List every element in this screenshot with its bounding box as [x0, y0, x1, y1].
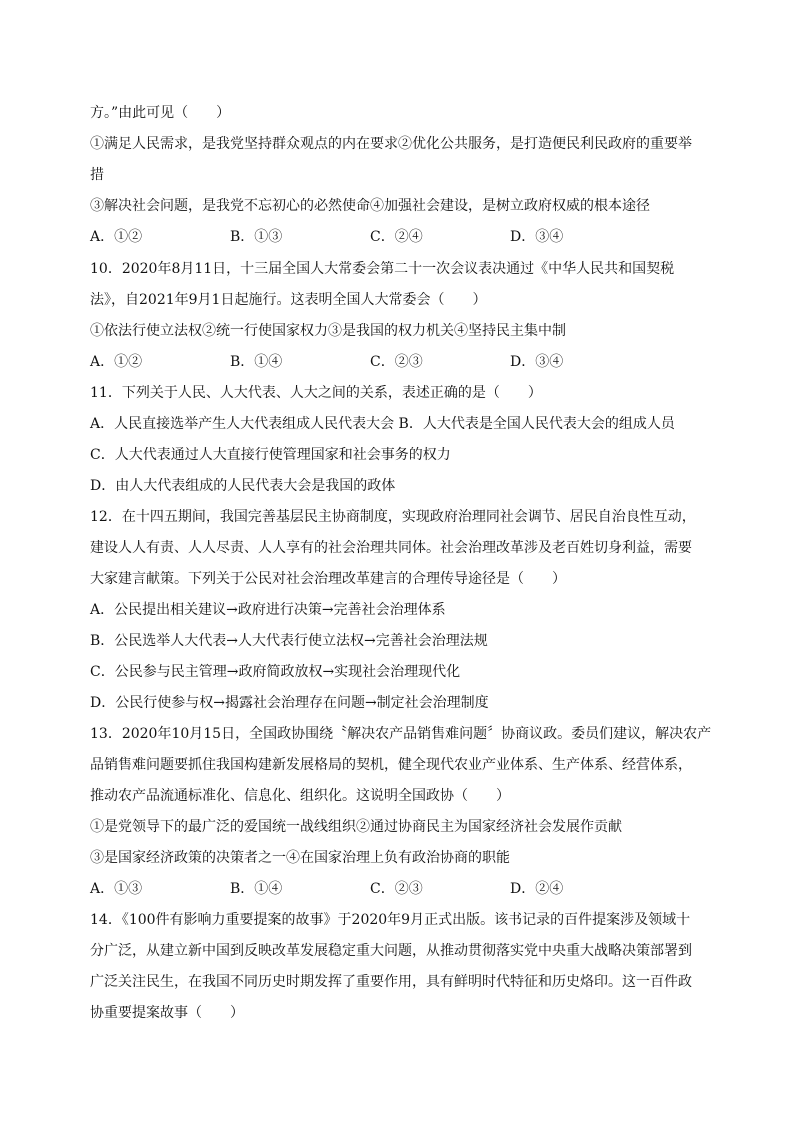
q10-statements: ①依法行使立法权②统一行使国家权力③是我国的权力机关④坚持民主集中制	[90, 323, 566, 339]
q13-statement-2: ③是国家经济政策的决策者之一④在国家治理上负有政治协商的职能	[90, 850, 510, 866]
q10-option-d[interactable]: D．③④	[510, 354, 564, 370]
q13-stem-line-1: 13．2020年10月15日，全国政协围绕〝解决农产品销售难问题〞协商议政。委员们建议，解决农产	[90, 726, 712, 742]
q14-stem-line-1: 14．《100件有影响力重要提案的故事》于2020年9月正式出版。该书记录的百件提案涉及领域十	[90, 912, 691, 928]
q12-option-c[interactable]: C．公民参与民主管理→政府简政放权→实现社会治理现代化	[90, 664, 461, 680]
q13-options	[90, 880, 710, 898]
q10-option-b[interactable]: B．①④	[230, 354, 283, 370]
q9-option-a[interactable]: A．①②	[90, 229, 143, 245]
q9-statement-1: ①满足人民需求，是我党坚持群众观点的内在要求②优化公共服务，是打造便民利民政府的重要举	[90, 136, 692, 152]
q11-option-d[interactable]: D．由人大代表组成的人民代表大会是我国的政体	[90, 478, 396, 494]
q9-statement-2: ③解决社会问题，是我党不忘初心的必然使命④加强社会建设，是树立政府权威的根本途径	[90, 198, 650, 214]
q11-stem: 11．下列关于人民、人大代表、人大之间的关系，表述正确的是（ ）	[90, 385, 542, 401]
q10-option-c[interactable]: C．②③	[370, 354, 423, 370]
q10-options	[90, 353, 710, 371]
q12-option-b[interactable]: B．公民选举人大代表→人大代表行使立法权→完善社会治理法规	[90, 633, 488, 649]
q9-options	[90, 228, 710, 246]
q9-statement-1-cont: 措	[90, 167, 104, 183]
q13-option-c[interactable]: C．②③	[370, 881, 423, 897]
q13-option-b[interactable]: B．①④	[230, 881, 283, 897]
q9-option-c[interactable]: C．②④	[370, 229, 423, 245]
q9-option-d[interactable]: D．③④	[510, 229, 564, 245]
q9-option-b[interactable]: B．①③	[230, 229, 283, 245]
q10-stem-line-2: 法》，自2021年9月1日起施行。这表明全国人大常委会（ ）	[90, 292, 487, 308]
q14-stem-line-4: 协重要提案故事（ ）	[90, 1005, 244, 1021]
q12-stem-line-1: 12．在十四五期间，我国完善基层民主协商制度，实现政府治理同社会调节、居民自治良性互动，	[90, 509, 696, 525]
q11-option-c[interactable]: C．人大代表通过人大直接行使管理国家和社会事务的权力	[90, 447, 451, 463]
q13-option-d[interactable]: D．②④	[510, 881, 564, 897]
q12-stem-line-2: 建设人人有责、人人尽责、人人享有的社会治理共同体。社会治理改革涉及老百姓切身利益，需要	[90, 540, 692, 556]
q13-stem-line-2: 品销售难问题要抓住我国构建新发展格局的契机，健全现代农业产业体系、生产体系、经营体系，	[90, 757, 692, 773]
q12-stem-line-3: 大家建言献策。下列关于公民对社会治理改革建言的合理传导途径是（ ）	[90, 571, 566, 587]
q13-stem-line-3: 推动农产品流通标准化、信息化、组织化。这说明全国政协（ ）	[90, 788, 510, 804]
q14-stem-line-2: 分广泛，从建立新中国到反映改革发展稳定重大问题，从推动贯彻落实党中央重大战略决策部署到	[90, 943, 692, 959]
q10-stem-line-1: 10．2020年8月11日，十三届全国人大常委会第二十一次会议表决通过《中华人民共和国契税	[90, 261, 675, 277]
q12-option-a[interactable]: A．公民提出相关建议→政府进行决策→完善社会治理体系	[90, 602, 446, 618]
q14-stem-line-3: 广泛关注民生，在我国不同历史时期发挥了重要作用，具有鲜明时代特征和历史烙印。这一百件政	[90, 974, 692, 990]
q11-options-ab[interactable]: A．人民直接选举产生人大代表组成人民代表大会 B．人大代表是全国人民代表大会的组成人员	[90, 416, 675, 432]
q9-stem-end: 方。”由此可见（ ）	[90, 105, 231, 121]
q13-option-a[interactable]: A．①③	[90, 881, 143, 897]
q13-statement-1: ①是党领导下的最广泛的爱国统一战线组织②通过协商民主为国家经济社会发展作贡献	[90, 819, 622, 835]
q10-option-a[interactable]: A．①②	[90, 354, 143, 370]
q12-option-d[interactable]: D．公民行使参与权→揭露社会治理存在问题→制定社会治理制度	[90, 695, 489, 711]
